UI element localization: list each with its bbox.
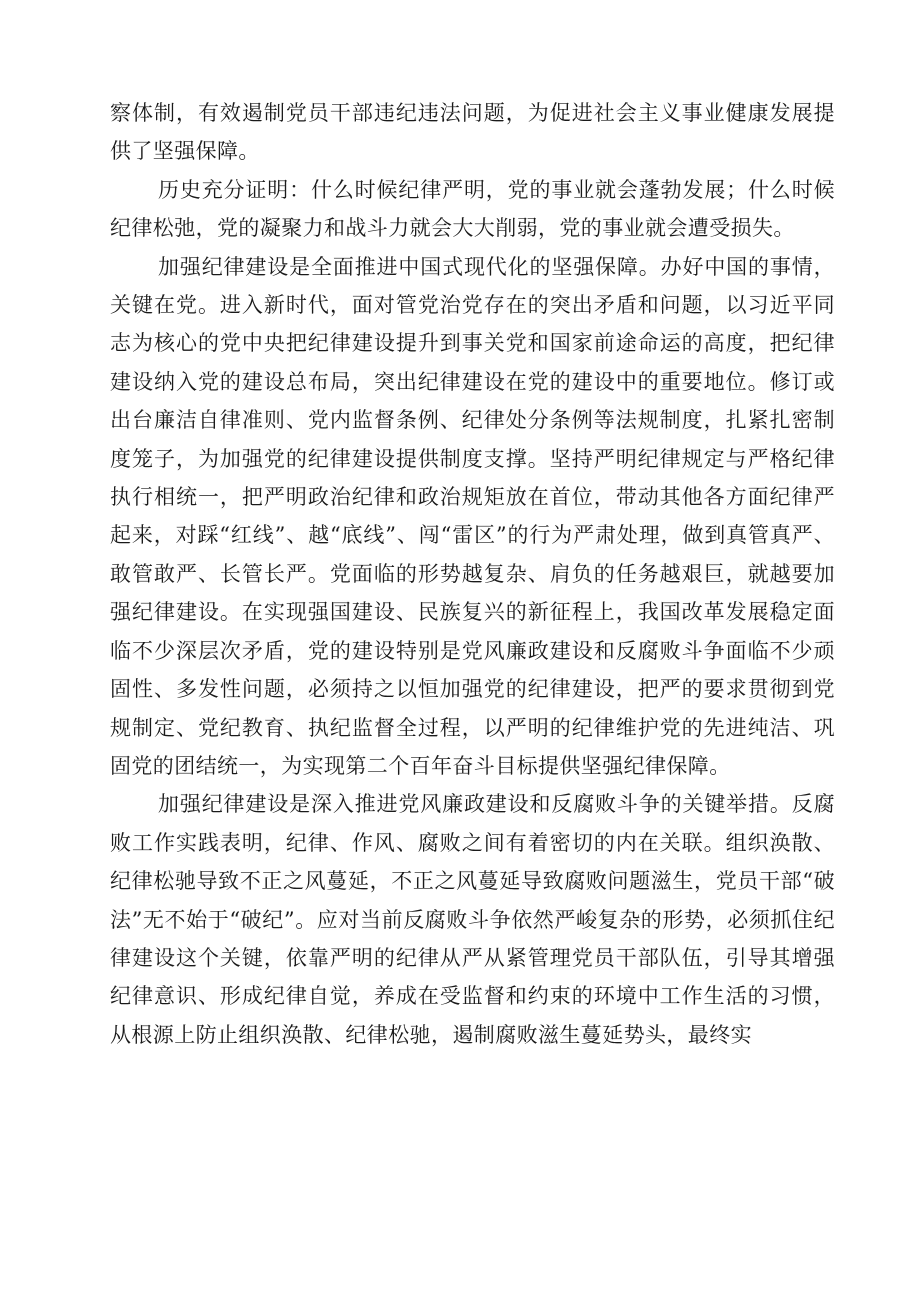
paragraph-history-proof: 历史充分证明：什么时候纪律严明，党的事业就会蓬勃发展；什么时候纪律松弛，党的凝聚力和战斗力就会大大削弱，党的事业就会遭受损失。 <box>110 177 835 241</box>
document-body <box>110 94 835 1054</box>
paragraph-anti-corruption-measure: 加强纪律建设是深入推进党风廉政建设和反腐败斗争的关键举措。反腐败工作实践表明，纪律、作风、腐败之间有着密切的内在关联。组织涣散、纪律松驰导致不正之风蔓延，不正之风蔓延导致腐败问题滋生，党员干部“破法”无不始于“破纪”。应对当前反腐败斗争依然严峻复杂的形势，必须抓住纪律建设这个关键，依靠严明的纪律从严从紧管理党员干部队伍，引导其增强纪律意识、形成纪律自觉，养成在受监督和约束的环境中工作生活的习惯，从根源上防止组织涣散、纪律松驰，遏制腐败滋生蔓延势头，最终实 <box>110 792 835 1047</box>
paragraph-modernization-guarantee: 加强纪律建设是全面推进中国式现代化的坚强保障。办好中国的事情，关键在党。进入新时代，面对管党治党存在的突出矛盾和问题，以习近平同志为核心的党中央把纪律建设提升到事关党和国家前途命运的高度，把纪律建设纳入党的建设总布局，突出纪律建设在党的建设中的重要地位。修订或出台廉洁自律准则、党内监督条例、纪律处分条例等法规制度，扎紧扎密制度笼子，为加强党的纪律建设提供制度支撑。坚持严明纪律规定与严格纪律执行相统一，把严明政治纪律和政治规矩放在首位，带动其他各方面纪律严起来，对踩“红线”、越“底线”、闯“雷区”的行为严肃处理，做到真管真严、敢管敢严、长管长严。党面临的形势越复杂、肩负的任务越艰巨，就越要加强纪律建设。在实现强国建设、民族复兴的新征程上，我国改革发展稳定面临不少深层次矛盾，党的建设特别是党风廉政建设和反腐败斗争面临不少顽固性、多发性问题，必须持之以恒加强党的纪律建设，把严的要求贯彻到党规制定、党纪教育、执纪监督全过程，以严明的纪律维护党的先进纯洁、巩固党的团结统一，为实现第二个百年奋斗目标提供坚强纪律保障。 <box>110 254 835 778</box>
paragraph-continuation: 察体制，有效遏制党员干部违纪违法问题，为促进社会主义事业健康发展提供了坚强保障。 <box>110 101 835 164</box>
